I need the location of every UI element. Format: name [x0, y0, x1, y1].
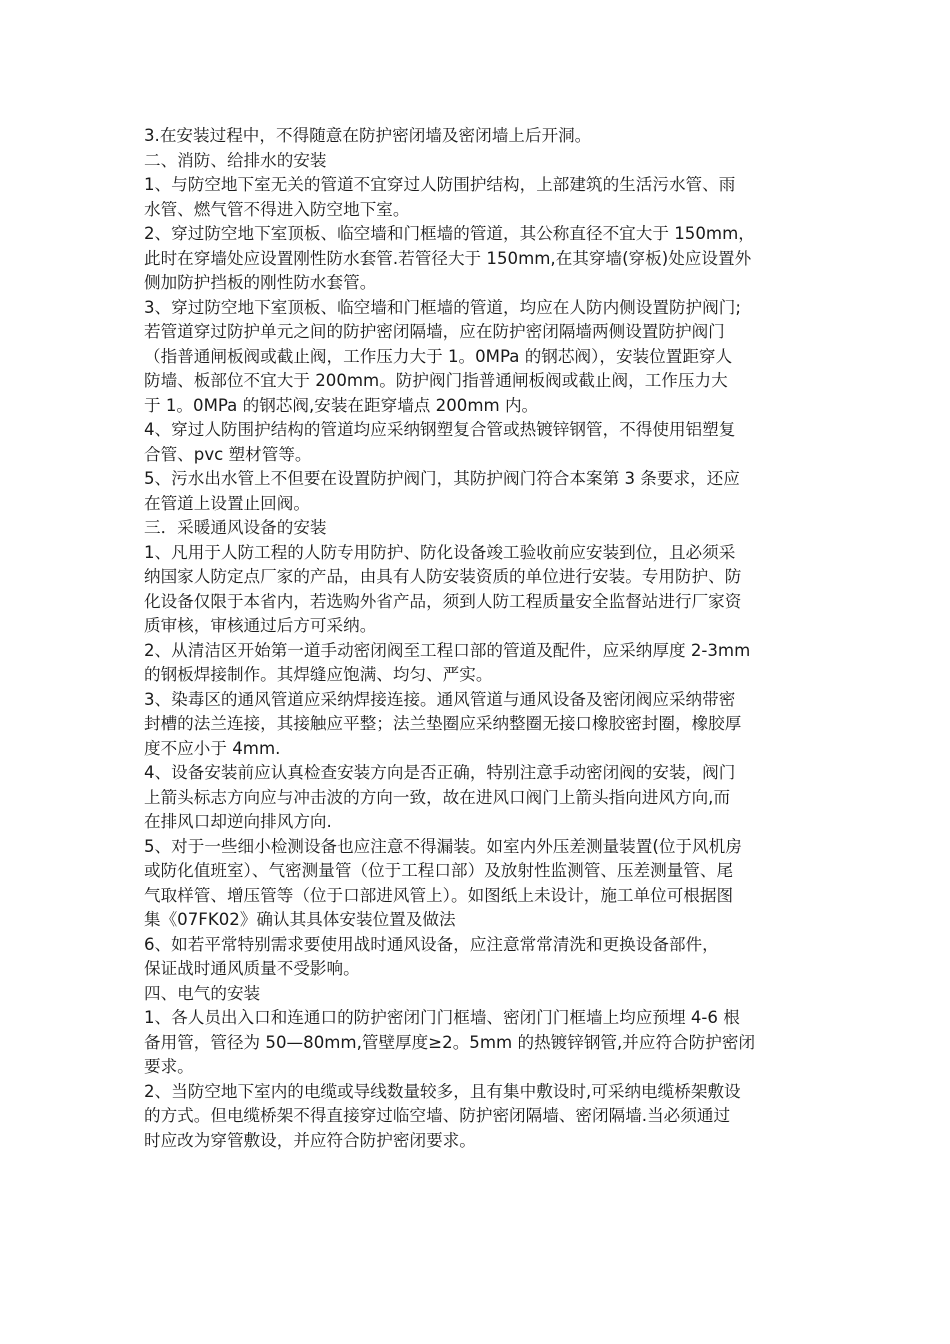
text-line: 保证战时通风质量不受影响。: [144, 959, 360, 978]
text-line: 水管、燃气管不得进入防空地下室。: [144, 199, 410, 219]
text-line: 于 1。0MPa 的钢芯阀,安装在距穿墙点 200mm 内。: [144, 395, 539, 415]
section-heading: 二、消防、给排水的安装: [144, 150, 327, 170]
text-line: 4、穿过人防围护结构的管道均应采纳钢塑复合管或热镀锌钢管，不得使用铝塑复: [144, 420, 736, 439]
text-line: 气取样管、增压管等（位于口部进风管上）。如图纸上未设计，施工单位可根据图: [144, 885, 734, 905]
text-line: 2、穿过防空地下室顶板、临空墙和门框墙的管道，其公称直径不宜大于 150mm，: [144, 224, 755, 243]
text-line: 1、凡用于人防工程的人防专用防护、防化设备竣工验收前应安装到位，且必须采: [144, 542, 736, 562]
text-line: 合管、pvc 塑材管等。: [144, 444, 312, 464]
text-line: 5、污水出水管上不但要在设置防护阀门，其防护阀门符合本案第 3 条要求，还应: [144, 469, 740, 488]
text-line: 纳国家人防定点厂家的产品，由具有人防安装资质的单位进行安装。专用防护、防: [144, 567, 742, 586]
document-page: [144, 124, 808, 1153]
text-line: 3.在安装过程中，不得随意在防护密闭墙及密闭墙上后开洞。: [144, 126, 592, 145]
text-line: 4、设备安装前应认真检查安装方向是否正确，特别注意手动密闭阀的安装，阀门: [144, 763, 736, 782]
text-line: 备用管，管径为 50—80mm,管壁厚度≥2。5mm 的热镀锌钢管,并应符合防护密闭: [144, 1032, 756, 1052]
text-line: 6、如若平常特别需求要使用战时通风设备，应注意常常清洗和更换设备部件，: [144, 934, 719, 954]
text-line: 封槽的法兰连接，其接触应平整；法兰垫圈应采纳整圈无接口橡胶密封圈，橡胶厚: [144, 714, 742, 733]
text-line: 的钢板焊接制作。其焊缝应饱满、均匀、严实。: [144, 665, 493, 684]
text-line: 2、当防空地下室内的电缆或导线数量较多，且有集中敷设时,可采纳电缆桥架敷设: [144, 1081, 741, 1101]
text-line: 或防化值班室）、气密测量管（位于工程口部）及放射性监测管、压差测量管、尾: [144, 861, 734, 880]
text-line: 侧加防护挡板的刚性防水套管。: [144, 273, 377, 292]
text-line: 集《07FK02》确认其具体安装位置及做法: [144, 910, 456, 929]
text-line: 的方式。但电缆桥架不得直接穿过临空墙、防护密闭隔墙、密闭隔墙.当必须通过: [144, 1106, 731, 1125]
text-line: 上箭头标志方向应与冲击波的方向一致，故在进风口阀门上箭头指向进风方向,而: [144, 787, 731, 807]
text-line: 3、穿过防空地下室顶板、临空墙和门框墙的管道，均应在人防内侧设置防护阀门;: [144, 297, 741, 317]
text-line: 在排风口却逆向排风方向.: [144, 812, 332, 831]
text-line: （指普通闸板阀或截止阀，工作压力大于 1。0MPa 的钢芯阀），安装位置距穿人: [144, 346, 733, 366]
text-line: 要求。: [144, 1057, 194, 1076]
text-line: 防墙、板部位不宜大于 200mm。防护阀门指普通闸板阀或截止阀，工作压力大: [144, 371, 728, 390]
text-line: 3、染毒区的通风管道应采纳焊接连接。通风管道与通风设备及密闭阀应采纳带密: [144, 689, 736, 709]
text-line: 2、从清洁区开始第一道手动密闭阀至工程口部的管道及配件，应采纳厚度 2-3mm: [144, 640, 751, 660]
text-line: 度不应小于 4mm.: [144, 738, 281, 758]
text-line: 质审核，审核通过后方可采纳。: [144, 616, 377, 635]
text-line: 此时在穿墙处应设置刚性防水套管.若管径大于 150mm,在其穿墙(穿板)处应设置外: [144, 248, 752, 268]
section-heading: 三．采暖通风设备的安装: [144, 518, 327, 537]
text-line: 若管道穿过防护单元之间的防护密闭隔墙，应在防护密闭隔墙两侧设置防护阀门: [144, 322, 725, 341]
text-line: 化设备仅限于本省内，若选购外省产品，须到人防工程质量安全监督站进行厂家资: [144, 591, 742, 611]
text-line: 在管道上设置止回阀。: [144, 493, 310, 513]
section-heading: 四、电气的安装: [144, 983, 261, 1003]
text-line: 时应改为穿管敷设，并应符合防护密闭要求。: [144, 1130, 476, 1150]
text-line: 5、对于一些细小检测设备也应注意不得漏装。如室内外压差测量装置(位于风机房: [144, 836, 742, 856]
text-line: 1、与防空地下室无关的管道不宜穿过人防围护结构，上部建筑的生活污水管、雨: [144, 175, 736, 194]
text-line: 1、各人员出入口和连通口的防护密闭门门框墙、密闭门门框墙上均应预埋 4-6 根: [144, 1008, 740, 1027]
